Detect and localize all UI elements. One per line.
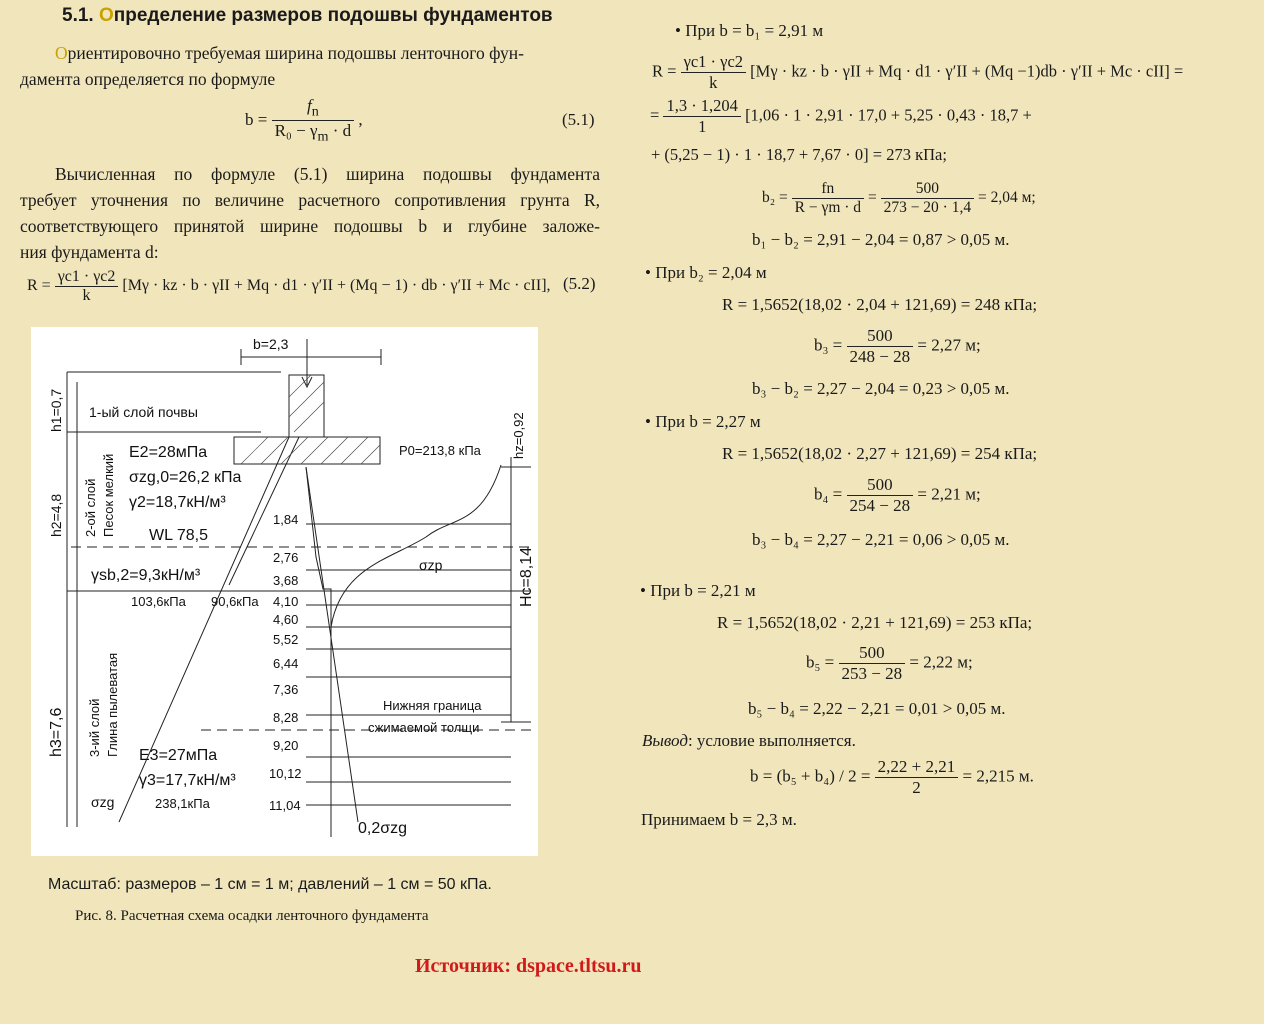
r1-equation-line-2: = $\frac{1,3 \cdot 1,204}{1}$ [1,06 · 1 · 2,91 · 17,0 + 5,25 · 0,43 · 18,7 + [650, 96, 1032, 136]
depth-1: 1,84 [273, 512, 299, 527]
paragraph-1-line-2: дамента определяется по формуле [20, 69, 276, 89]
section-title: 5.1. Определение размеров подошвы фундаментов [62, 5, 553, 26]
szg-label: σzg [91, 794, 115, 810]
lower-boundary-line-2: сжимаемой толщи [368, 720, 480, 735]
depth-11: 10,12 [269, 766, 302, 781]
paragraph-2-line-3: соответствующего принятой ширине подошвы b и глубине заложе- [20, 216, 600, 236]
accepted-width: Принимаем b = 2,3 м. [641, 810, 797, 829]
szg0-label: σzg,0=26,2 кПа [129, 469, 242, 486]
diff-b3-b4: b₃ − b₄ = 2,27 − 2,21 = 0,06 > 0,05 м. [752, 530, 1010, 549]
szp-label: σzp [419, 557, 443, 573]
b-dimension-label: b=2,3 [253, 336, 289, 352]
diff-b1-b2: b₁ − b₂ = 2,91 − 2,04 = 0,87 > 0,05 м. [752, 230, 1010, 249]
r2-equation: R = 1,5652(18,02 · 2,04 + 121,69) = 248 кПа; [722, 295, 1038, 314]
equation-5-2: R = $\frac{\gamma c1 \cdot \gamma c2}{k}$ [Mγ · kz · b · γII + Mq · d1 · γ′II + (Mq − 1) · db · γ′II + Mc · cII], [27, 268, 551, 304]
depth-10: 9,20 [273, 738, 299, 753]
wl-label: WL 78,5 [149, 527, 208, 544]
b3-equation: b₃ = $\frac{500}{248 - 28}$ = 2,27 м; [814, 326, 981, 366]
equation-number-5-2: (5.2) [563, 274, 596, 293]
gamma2-label: γ2=18,7кН/м³ [129, 494, 226, 511]
s02-label: 0,2σzg [358, 820, 408, 837]
equation-5-1: b = $\frac{f_n}{R_0 - \gamma_m \cdot d}$ , [245, 96, 363, 145]
r1-equation-line-3: + (5,25 − 1) · 1 · 18,7 + 7,67 · 0] = 273 кПа; [651, 145, 947, 164]
paragraph-1-line-1: Ориентировочно требуемая ширина подошвы ленточного фун- [55, 43, 524, 63]
paragraph-2-line-2: требует уточнения по величине расчетного сопротивления грунта R, [20, 190, 600, 210]
b5-equation: b₅ = $\frac{500}{253 - 28}$ = 2,22 м; [806, 643, 973, 683]
r3-equation: R = 1,5652(18,02 · 2,27 + 121,69) = 254 кПа; [722, 444, 1038, 463]
pressure-238-label: 238,1кПа [155, 796, 210, 811]
pressure-90-label: 90,6кПа [211, 594, 259, 609]
scale-caption: Масштаб: размеров – 1 см = 1 м; давлений – 1 см = 50 кПа. [48, 876, 492, 893]
e2-label: E2=28мПа [129, 444, 208, 461]
final-b-equation: b = (b₅ + b₄) / 2 = $\frac{2,22 + 2,21}{2}$ = 2,215 м. [750, 757, 1034, 797]
figure-caption: Рис. 8. Расчетная схема осадки ленточного фундамента [75, 908, 429, 924]
layer2-label-b: Песок мелкий [101, 453, 116, 537]
layer1-label: 1-ый слой почвы [89, 404, 198, 420]
r4-equation: R = 1,5652(18,02 · 2,21 + 121,69) = 253 кПа; [717, 613, 1033, 632]
e3-label: E3=27мПа [139, 747, 218, 764]
b4-equation: b₄ = $\frac{500}{254 - 28}$ = 2,21 м; [814, 475, 981, 515]
depth-2: 2,76 [273, 550, 299, 565]
h3-label: h3=7,6 [48, 707, 65, 757]
gamma-sb-label: γsb,2=9,3кН/м³ [91, 567, 201, 584]
layer3-label-b: Глина пылеватая [105, 652, 120, 757]
depth-4: 4,10 [273, 594, 299, 609]
settlement-scheme-figure [31, 327, 538, 856]
iteration-b3-header: • При b = 2,27 м [645, 412, 761, 431]
paragraph-2-line-4: ния фундамента d: [20, 242, 159, 262]
diff-b3-b2: b₃ − b₂ = 2,27 − 2,04 = 0,23 > 0,05 м. [752, 379, 1010, 398]
gamma3-label: γ3=17,7кН/м³ [139, 772, 236, 789]
equation-number-5-1: (5.1) [562, 110, 595, 129]
paragraph-2-line-1: Вычисленная по формуле (5.1) ширина подошвы фундамента [55, 164, 600, 184]
depth-6: 5,52 [273, 632, 299, 647]
pressure-103-label: 103,6кПа [131, 594, 186, 609]
h1-label: h1=0,7 [48, 388, 64, 432]
conclusion: Вывод: условие выполняется. [642, 731, 856, 750]
depth-5: 4,60 [273, 612, 299, 627]
layer2-label-a: 2-ой слой [83, 478, 98, 537]
depth-7: 6,44 [273, 656, 299, 671]
r1-equation-line-1: R = $\frac{\gamma c1 \cdot \gamma c2}{k}$ [Mγ · kz · b · γII + Mq · d1 · γ′II + (Mq −1)db · γ′II + Mc · cII] = [652, 52, 1184, 92]
iteration-b1-header: • При b = b₁ = 2,91 м [675, 21, 824, 40]
p0-label: P0=213,8 кПа [399, 443, 481, 458]
h2-label: h2=4,8 [48, 493, 64, 537]
depth-12: 11,04 [269, 798, 301, 813]
depth-3: 3,68 [273, 573, 299, 588]
source-link: Источник: dspace.tltsu.ru [415, 955, 642, 977]
lower-boundary-line-1: Нижняя граница [383, 698, 482, 713]
layer3-label-a: 3-ий слой [87, 698, 102, 757]
depth-8: 7,36 [273, 682, 299, 697]
hz-label: hz=0,92 [511, 412, 526, 459]
depth-9: 8,28 [273, 710, 299, 725]
iteration-b4-header: • При b = 2,21 м [640, 581, 756, 600]
iteration-b2-header: • При b₂ = 2,04 м [645, 263, 767, 282]
diff-b5-b4: b₅ − b₄ = 2,22 − 2,21 = 0,01 > 0,05 м. [748, 699, 1006, 718]
b2-equation: b₂ = $\frac{fn}{R - \gamma m \cdot d}$ = $\frac{500}{273 - 20 \cdot 1,4}$ = 2,04 м; [762, 180, 1036, 216]
settlement-scheme-svg [31, 327, 538, 856]
hc-label: Hc=8,14 [518, 546, 535, 607]
